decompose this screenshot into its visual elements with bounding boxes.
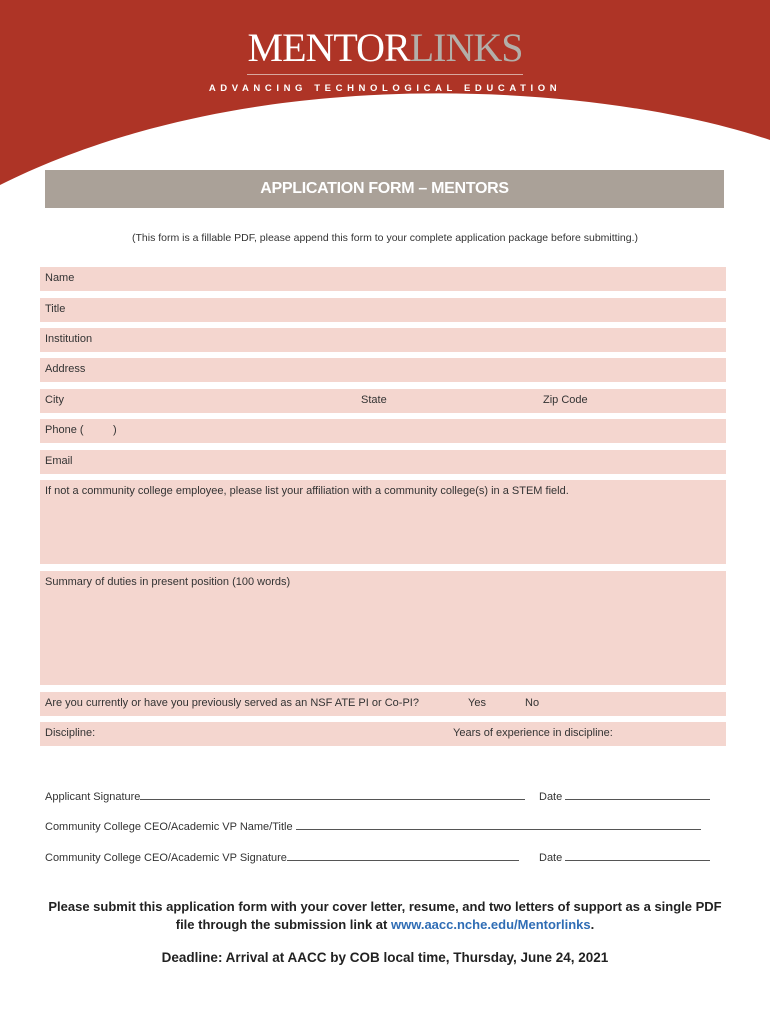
- date-label-2: Date: [539, 852, 563, 864]
- applicant-signature-blank[interactable]: [140, 789, 525, 800]
- email-label: Email: [45, 455, 73, 467]
- date-line-2[interactable]: [539, 850, 710, 864]
- submission-link[interactable]: www.aacc.nche.edu/Mentorlinks: [390, 917, 591, 932]
- email-field[interactable]: [40, 450, 726, 474]
- city-state-zip-row[interactable]: [40, 389, 726, 413]
- ceo-signature-line[interactable]: [45, 850, 519, 864]
- ceo-signature-blank[interactable]: [287, 850, 519, 861]
- phone-field[interactable]: [40, 419, 726, 443]
- nsf-yes-option[interactable]: Yes: [468, 697, 486, 709]
- ceo-signature-label: Community College CEO/Academic VP Signature: [45, 852, 287, 864]
- nsf-no-option[interactable]: No: [525, 697, 540, 709]
- discipline-label: Discipline:: [45, 727, 96, 739]
- logo-text-mentor: MENTOR: [247, 25, 410, 70]
- ceo-name-title-blank[interactable]: [296, 819, 701, 830]
- institution-label: Institution: [45, 333, 93, 345]
- submit-text: Please submit this application form with your cover letter, resume, and two letters of support as a single PDF file through the submission link at: [48, 899, 722, 932]
- submit-instructions: [40, 898, 730, 934]
- ceo-name-title-line[interactable]: [45, 819, 701, 833]
- logo-divider: [247, 74, 523, 75]
- form-title: APPLICATION FORM – MENTORS: [45, 170, 724, 208]
- summary-field[interactable]: [40, 571, 726, 685]
- city-label: City: [45, 394, 64, 406]
- logo: [0, 25, 770, 70]
- institution-field[interactable]: [40, 328, 726, 352]
- summary-label: Summary of duties in present position (100 words): [45, 576, 291, 588]
- tagline: ADVANCING TECHNOLOGICAL EDUCATION: [208, 83, 562, 94]
- zip-label: Zip Code: [543, 394, 588, 406]
- date-line-1[interactable]: [539, 789, 710, 803]
- state-label: State: [361, 394, 387, 406]
- address-label: Address: [45, 363, 86, 375]
- form-note: (This form is a fillable PDF, please append this form to your complete application package before submitting.): [132, 232, 638, 244]
- discipline-row[interactable]: [40, 722, 726, 746]
- date-blank-2[interactable]: [565, 850, 710, 861]
- submit-period: .: [590, 917, 595, 932]
- name-field[interactable]: [40, 267, 726, 291]
- nsf-question-row: [40, 692, 726, 716]
- phone-label: Phone (: [45, 424, 84, 436]
- title-label: Title: [45, 303, 66, 315]
- phone-label-close: ): [113, 424, 117, 436]
- applicant-signature-line[interactable]: [45, 789, 525, 803]
- deadline-text: Deadline: Arrival at AACC by COB local time, Thursday, June 24, 2021: [161, 950, 609, 965]
- logo-text-links: LINKS: [409, 25, 523, 70]
- address-field[interactable]: [40, 358, 726, 382]
- date-blank-1[interactable]: [565, 789, 710, 800]
- ceo-name-title-label: Community College CEO/Academic VP Name/Title: [45, 821, 293, 833]
- title-field[interactable]: [40, 298, 726, 322]
- date-label-1: Date: [539, 791, 563, 803]
- affiliation-label: If not a community college employee, please list your affiliation with a community college(s) in a STEM field.: [45, 485, 569, 497]
- name-label: Name: [45, 272, 75, 284]
- applicant-signature-label: Applicant Signature: [45, 791, 141, 803]
- years-experience-label: Years of experience in discipline:: [453, 727, 613, 739]
- nsf-question-label: Are you currently or have you previously served as an NSF ATE PI or Co-PI?: [45, 697, 419, 709]
- affiliation-field[interactable]: [40, 480, 726, 564]
